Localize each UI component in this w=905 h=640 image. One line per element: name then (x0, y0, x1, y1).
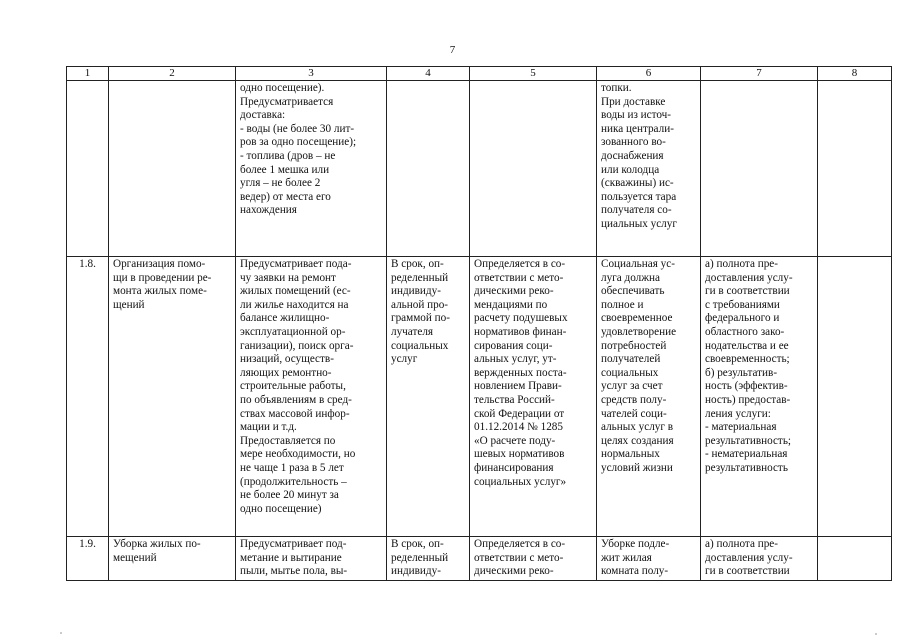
service-name: Уборка жилых по- мещений (113, 538, 201, 564)
cell-text: топки. При доставке воды из источ- ника централи- зованного во- доснабжения или колодца (скважины) ис- пользуется тара получателя со- циальных услуг (601, 82, 677, 230)
cell-text: В срок, оп- ределенный индивиду- (391, 538, 449, 578)
header-cell: 2 (109, 67, 236, 81)
cell-indicators (701, 537, 818, 581)
cell-norm (470, 257, 597, 537)
cell-notes (818, 81, 892, 257)
cell-description (236, 537, 387, 581)
cell-conditions (597, 257, 701, 537)
cell-num (67, 537, 109, 581)
cell-norm (470, 537, 597, 581)
page-number: 7 (449, 44, 456, 56)
cell-indicators (701, 257, 818, 537)
cell-text: Предусматривает под- метание и вытирание пыли, мытье пола, вы- (240, 538, 348, 578)
table-header-row (67, 67, 892, 81)
cell-text: Определяется в со- ответствии с мето- дическими реко- (474, 538, 566, 578)
table-row-continuation (67, 81, 892, 257)
scan-speck (60, 632, 62, 634)
scan-speck (875, 633, 877, 635)
services-table (66, 66, 892, 581)
header-cell: 3 (236, 67, 387, 81)
header-cell: 7 (701, 67, 818, 81)
row-number: 1.8. (79, 258, 96, 270)
cell-text: В срок, оп- ределенный индивиду- альной про- граммой по- лучателя социальных услуг (391, 258, 450, 366)
table-row (67, 537, 892, 581)
cell-notes (818, 537, 892, 581)
cell-num (67, 81, 109, 257)
cell-text: а) полнота пре- доставления услу- ги в соответствии с требованиями федерального и областного зако- нодательства и ее своевременность; б) результатив- ность (эффектив- ность) предостав- ления услуги: - материальная результативность; - нематериальная результативность (705, 258, 793, 474)
cell-text: Определяется в со- ответствии с мето- дическими реко- мендациями по расчету подушевых нормативов финан- сирования соци- альных услуг, ут- вержденных поста- новлением Прави- тельства Россий- ской Федерации от 01.12.2014 № 1285 «О расчете поду- шевых нормативов финансирования социальных услуг» (474, 258, 568, 488)
cell-text: а) полнота пре- доставления услу- ги в соответствии (705, 538, 793, 578)
cell-conditions (597, 537, 701, 581)
cell-text: Предусматривает пода- чу заявки на ремонт жилых помещений (ес- ли жилье находится на балансе жилищно- эксплуатационной ор- ганизации), поиск орга- низаций, осуществ- ляющих ремонтно- строительные работы, по объявлениям в сред- ствах массовой инфор- мации и т.д. Предоставляется по мере необходимости, но не чаще 1 раза в 5 лет (продолжительность – не более 20 минут за одно посещение) (240, 258, 356, 515)
header-cell: 1 (67, 67, 109, 81)
cell-service (109, 257, 236, 537)
service-name: Организация помо- щи в проведении ре- монта жилых поме- щений (113, 258, 212, 311)
cell-term (387, 81, 470, 257)
cell-term (387, 257, 470, 537)
cell-text: Уборке подле- жит жилая комната полу- (601, 538, 670, 578)
cell-service (109, 537, 236, 581)
header-cell: 5 (470, 67, 597, 81)
cell-notes (818, 257, 892, 537)
cell-num (67, 257, 109, 537)
cell-norm (470, 81, 597, 257)
cell-service (109, 81, 236, 257)
header-cell: 4 (387, 67, 470, 81)
cell-text: одно посещение). Предусматривается доставка: - воды (не более 30 лит- ров за одно посещение); - топлива (дров – не более 1 мешка или угля – не более 2 ведер) от места его нахождения (240, 82, 357, 217)
table-row (67, 257, 892, 537)
row-number: 1.9. (79, 538, 96, 550)
cell-indicators (701, 81, 818, 257)
cell-text: Социальная ус- луга должна обеспечивать полное и своевременное удовлетворение потребностей получателей социальных услуг за счет средств полу- чателей соци- альных услуг в целях создания нормальных условий жизни (601, 258, 677, 474)
cell-term (387, 537, 470, 581)
header-cell: 8 (818, 67, 892, 81)
header-cell: 6 (597, 67, 701, 81)
cell-description (236, 81, 387, 257)
cell-description (236, 257, 387, 537)
cell-conditions (597, 81, 701, 257)
